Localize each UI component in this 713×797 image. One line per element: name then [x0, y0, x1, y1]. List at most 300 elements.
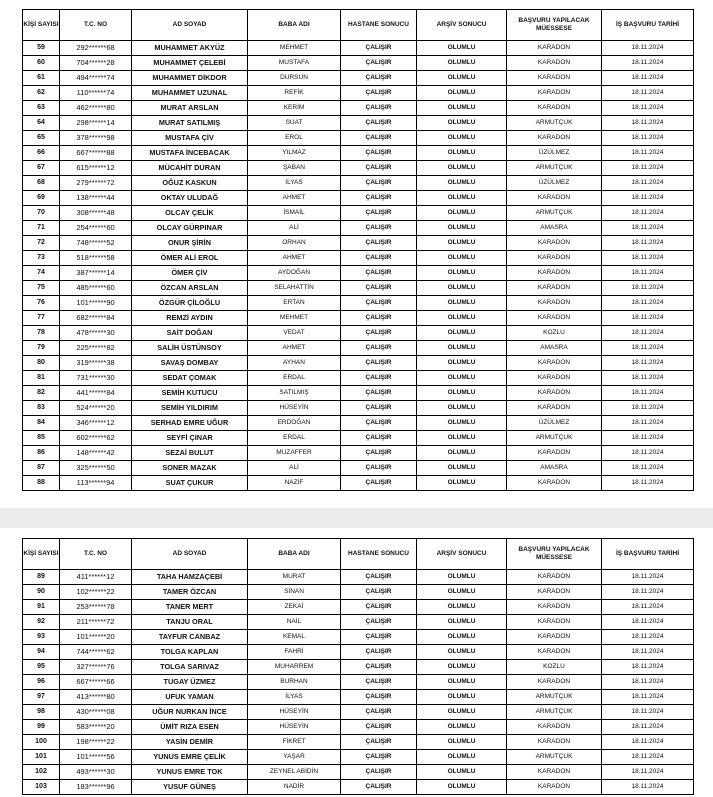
table-row: [23, 630, 694, 645]
cell-father-name: ORHAN: [248, 236, 341, 251]
table-row: [23, 476, 694, 491]
cell-tc-no: 225******82: [60, 341, 132, 356]
cell-archive-result: OLUMLU: [417, 161, 507, 176]
cell-father-name: MURAT: [248, 570, 341, 585]
cell-archive-result: OLUMLU: [417, 176, 507, 191]
cell-person-count: 67: [23, 161, 60, 176]
cell-tc-no: 253******78: [60, 600, 132, 615]
cell-person-count: 89: [23, 570, 60, 585]
table-row: [23, 461, 694, 476]
cell-full-name: SEMİH KUTUCU: [132, 386, 248, 401]
cell-tc-no: 113******94: [60, 476, 132, 491]
cell-father-name: KEMAL: [248, 630, 341, 645]
cell-full-name: OĞUZ KASKUN: [132, 176, 248, 191]
cell-hospital-result: ÇALIŞIR: [341, 690, 417, 705]
cell-application-date: 18.11.2024: [602, 690, 694, 705]
cell-archive-result: OLUMLU: [417, 236, 507, 251]
cell-archive-result: OLUMLU: [417, 71, 507, 86]
cell-father-name: SUAT: [248, 116, 341, 131]
cell-full-name: SEYFİ ÇINAR: [132, 431, 248, 446]
table-row: [23, 251, 694, 266]
cell-application-date: 18.11.2024: [602, 236, 694, 251]
cell-full-name: MUHAMMET UZUNAL: [132, 86, 248, 101]
cell-archive-result: OLUMLU: [417, 191, 507, 206]
cell-institution: KOZLU: [507, 326, 602, 341]
cell-father-name: İLYAS: [248, 690, 341, 705]
cell-person-count: 98: [23, 705, 60, 720]
cell-father-name: NAZİF: [248, 476, 341, 491]
cell-tc-no: 602******62: [60, 431, 132, 446]
table-body: [23, 570, 694, 795]
cell-application-date: 18.11.2024: [602, 416, 694, 431]
cell-person-count: 70: [23, 206, 60, 221]
cell-person-count: 83: [23, 401, 60, 416]
cell-full-name: SEMİH YILDIRIM: [132, 401, 248, 416]
cell-archive-result: OLUMLU: [417, 326, 507, 341]
table-row: [23, 71, 694, 86]
cell-application-date: 18.11.2024: [602, 705, 694, 720]
cell-father-name: MEHMET: [248, 41, 341, 56]
cell-hospital-result: ÇALIŞIR: [341, 645, 417, 660]
table-row: [23, 416, 694, 431]
cell-tc-no: 183******96: [60, 780, 132, 795]
cell-hospital-result: ÇALIŞIR: [341, 146, 417, 161]
cell-archive-result: OLUMLU: [417, 750, 507, 765]
cell-tc-no: 493******30: [60, 765, 132, 780]
cell-application-date: 18.11.2024: [602, 71, 694, 86]
cell-full-name: MÜCAHİT DURAN: [132, 161, 248, 176]
cell-tc-no: 462******80: [60, 101, 132, 116]
header-father-name: BABA ADI: [248, 10, 341, 41]
cell-full-name: ONUR ŞİRİN: [132, 236, 248, 251]
cell-person-count: 100: [23, 735, 60, 750]
cell-application-date: 18.11.2024: [602, 675, 694, 690]
cell-full-name: ÖZGÜR ÇİLOĞLU: [132, 296, 248, 311]
header-person-count: KİŞİ SAYISI: [23, 10, 60, 41]
cell-application-date: 18.11.2024: [602, 251, 694, 266]
cell-father-name: ALİ: [248, 221, 341, 236]
cell-person-count: 84: [23, 416, 60, 431]
cell-full-name: TAYFUR CANBAZ: [132, 630, 248, 645]
cell-institution: KARADON: [507, 645, 602, 660]
header-hospital-result: HASTANE SONUCU: [341, 10, 417, 41]
header-hospital-result: HASTANE SONUCU: [341, 539, 417, 570]
cell-application-date: 18.11.2024: [602, 401, 694, 416]
cell-tc-no: 378******98: [60, 131, 132, 146]
cell-tc-no: 583******20: [60, 720, 132, 735]
header-person-count: KİŞİ SAYISI: [23, 539, 60, 570]
table-row: [23, 176, 694, 191]
cell-institution: ÜZÜLMEZ: [507, 146, 602, 161]
cell-archive-result: OLUMLU: [417, 41, 507, 56]
cell-person-count: 88: [23, 476, 60, 491]
cell-hospital-result: ÇALIŞIR: [341, 735, 417, 750]
cell-archive-result: OLUMLU: [417, 630, 507, 645]
cell-institution: KOZLU: [507, 660, 602, 675]
cell-father-name: YILMAZ: [248, 146, 341, 161]
cell-father-name: ŞABAN: [248, 161, 341, 176]
cell-archive-result: OLUMLU: [417, 221, 507, 236]
cell-application-date: 18.11.2024: [602, 570, 694, 585]
table-row: [23, 191, 694, 206]
cell-person-count: 71: [23, 221, 60, 236]
cell-institution: KARADON: [507, 401, 602, 416]
cell-institution: KARADON: [507, 735, 602, 750]
cell-archive-result: OLUMLU: [417, 146, 507, 161]
cell-person-count: 65: [23, 131, 60, 146]
cell-tc-no: 325******50: [60, 461, 132, 476]
cell-archive-result: OLUMLU: [417, 401, 507, 416]
table-row: [23, 206, 694, 221]
applicant-table-page-1: [22, 9, 694, 491]
cell-hospital-result: ÇALIŞIR: [341, 71, 417, 86]
cell-archive-result: OLUMLU: [417, 371, 507, 386]
cell-archive-result: OLUMLU: [417, 206, 507, 221]
cell-full-name: UĞUR NURKAN İNCE: [132, 705, 248, 720]
cell-person-count: 74: [23, 266, 60, 281]
header-institution: BAŞVURU YAPILACAK MÜESSESE: [507, 539, 602, 570]
cell-father-name: FİKRET: [248, 735, 341, 750]
cell-hospital-result: ÇALIŞIR: [341, 326, 417, 341]
table-row: [23, 585, 694, 600]
cell-archive-result: OLUMLU: [417, 690, 507, 705]
cell-father-name: İSMAİL: [248, 206, 341, 221]
cell-application-date: 18.11.2024: [602, 585, 694, 600]
cell-archive-result: OLUMLU: [417, 311, 507, 326]
cell-full-name: TANJU ORAL: [132, 615, 248, 630]
cell-institution: KARADON: [507, 296, 602, 311]
cell-institution: ARMUTÇUK: [507, 431, 602, 446]
cell-full-name: YUNUS EMRE TOK: [132, 765, 248, 780]
cell-hospital-result: ÇALIŞIR: [341, 720, 417, 735]
cell-archive-result: OLUMLU: [417, 296, 507, 311]
table-row: [23, 236, 694, 251]
cell-hospital-result: ÇALIŞIR: [341, 615, 417, 630]
cell-father-name: VEDAT: [248, 326, 341, 341]
cell-institution: ARMUTÇUK: [507, 705, 602, 720]
cell-application-date: 18.11.2024: [602, 431, 694, 446]
cell-hospital-result: ÇALIŞIR: [341, 281, 417, 296]
cell-archive-result: OLUMLU: [417, 386, 507, 401]
cell-hospital-result: ÇALIŞIR: [341, 705, 417, 720]
table-row: [23, 750, 694, 765]
cell-application-date: 18.11.2024: [602, 176, 694, 191]
cell-tc-no: 254******60: [60, 221, 132, 236]
cell-application-date: 18.11.2024: [602, 101, 694, 116]
cell-person-count: 66: [23, 146, 60, 161]
cell-hospital-result: ÇALIŞIR: [341, 221, 417, 236]
cell-father-name: MUSTAFA: [248, 56, 341, 71]
cell-person-count: 72: [23, 236, 60, 251]
cell-archive-result: OLUMLU: [417, 720, 507, 735]
table-row: [23, 41, 694, 56]
cell-tc-no: 731******30: [60, 371, 132, 386]
cell-father-name: ZEKAİ: [248, 600, 341, 615]
header-institution: BAŞVURU YAPILACAK MÜESSESE: [507, 10, 602, 41]
cell-archive-result: OLUMLU: [417, 281, 507, 296]
cell-person-count: 90: [23, 585, 60, 600]
cell-hospital-result: ÇALIŞIR: [341, 660, 417, 675]
cell-hospital-result: ÇALIŞIR: [341, 296, 417, 311]
cell-person-count: 87: [23, 461, 60, 476]
cell-hospital-result: ÇALIŞIR: [341, 780, 417, 795]
cell-application-date: 18.11.2024: [602, 131, 694, 146]
cell-father-name: ZEYNEL ABİDİN: [248, 765, 341, 780]
cell-father-name: AYHAN: [248, 356, 341, 371]
cell-tc-no: 298******14: [60, 116, 132, 131]
cell-institution: ARMUTÇUK: [507, 690, 602, 705]
cell-tc-no: 667******66: [60, 675, 132, 690]
cell-archive-result: OLUMLU: [417, 131, 507, 146]
cell-father-name: AYDOĞAN: [248, 266, 341, 281]
cell-hospital-result: ÇALIŞIR: [341, 101, 417, 116]
cell-father-name: YAŞAR: [248, 750, 341, 765]
cell-father-name: HÜSEYİN: [248, 401, 341, 416]
table-row: [23, 705, 694, 720]
cell-application-date: 18.11.2024: [602, 356, 694, 371]
table-row: [23, 386, 694, 401]
cell-full-name: TAHA HAMZAÇEBİ: [132, 570, 248, 585]
cell-tc-no: 478******30: [60, 326, 132, 341]
cell-full-name: OLCAY ÇELİK: [132, 206, 248, 221]
cell-person-count: 101: [23, 750, 60, 765]
cell-institution: KARADON: [507, 356, 602, 371]
cell-full-name: MURAT ARSLAN: [132, 101, 248, 116]
table-row: [23, 765, 694, 780]
cell-hospital-result: ÇALIŞIR: [341, 461, 417, 476]
cell-application-date: 18.11.2024: [602, 266, 694, 281]
cell-institution: KARADON: [507, 236, 602, 251]
cell-person-count: 97: [23, 690, 60, 705]
table-row: [23, 131, 694, 146]
cell-father-name: AHMET: [248, 251, 341, 266]
cell-hospital-result: ÇALIŞIR: [341, 131, 417, 146]
table-row: [23, 615, 694, 630]
cell-father-name: ERDOĞAN: [248, 416, 341, 431]
cell-hospital-result: ÇALIŞIR: [341, 356, 417, 371]
cell-archive-result: OLUMLU: [417, 416, 507, 431]
cell-father-name: ERTAN: [248, 296, 341, 311]
cell-full-name: YASİN DEMİR: [132, 735, 248, 750]
cell-application-date: 18.11.2024: [602, 296, 694, 311]
cell-application-date: 18.11.2024: [602, 780, 694, 795]
cell-father-name: ALİ: [248, 461, 341, 476]
cell-person-count: 86: [23, 446, 60, 461]
cell-application-date: 18.11.2024: [602, 735, 694, 750]
cell-application-date: 18.11.2024: [602, 600, 694, 615]
cell-institution: KARADON: [507, 71, 602, 86]
cell-tc-no: 524******20: [60, 401, 132, 416]
cell-full-name: ÖMER ALİ EROL: [132, 251, 248, 266]
cell-hospital-result: ÇALIŞIR: [341, 41, 417, 56]
table-row: [23, 101, 694, 116]
cell-institution: ÜZÜLMEZ: [507, 176, 602, 191]
cell-institution: KARADON: [507, 765, 602, 780]
table-header-row: [23, 539, 694, 570]
cell-archive-result: OLUMLU: [417, 251, 507, 266]
cell-person-count: 62: [23, 86, 60, 101]
cell-person-count: 95: [23, 660, 60, 675]
cell-application-date: 18.11.2024: [602, 660, 694, 675]
cell-institution: KARADON: [507, 630, 602, 645]
cell-father-name: NADİR: [248, 780, 341, 795]
cell-application-date: 18.11.2024: [602, 615, 694, 630]
cell-application-date: 18.11.2024: [602, 116, 694, 131]
header-application-date: İŞ BAŞVURU TARİHİ: [602, 10, 694, 41]
cell-person-count: 80: [23, 356, 60, 371]
cell-tc-no: 441******84: [60, 386, 132, 401]
cell-father-name: İLYAS: [248, 176, 341, 191]
cell-person-count: 103: [23, 780, 60, 795]
table-row: [23, 116, 694, 131]
cell-person-count: 60: [23, 56, 60, 71]
cell-hospital-result: ÇALIŞIR: [341, 236, 417, 251]
cell-full-name: OKTAY ULUDAĞ: [132, 191, 248, 206]
cell-hospital-result: ÇALIŞIR: [341, 161, 417, 176]
table-row: [23, 431, 694, 446]
cell-person-count: 94: [23, 645, 60, 660]
cell-archive-result: OLUMLU: [417, 645, 507, 660]
cell-archive-result: OLUMLU: [417, 765, 507, 780]
cell-institution: KARADON: [507, 386, 602, 401]
cell-application-date: 18.11.2024: [602, 750, 694, 765]
cell-tc-no: 138******44: [60, 191, 132, 206]
cell-hospital-result: ÇALIŞIR: [341, 431, 417, 446]
cell-full-name: SEZAİ BULUT: [132, 446, 248, 461]
cell-tc-no: 387******14: [60, 266, 132, 281]
cell-father-name: MEHMET: [248, 311, 341, 326]
table-row: [23, 675, 694, 690]
cell-tc-no: 518******58: [60, 251, 132, 266]
cell-archive-result: OLUMLU: [417, 86, 507, 101]
cell-full-name: REMZİ AYDIN: [132, 311, 248, 326]
cell-full-name: ÖZCAN ARSLAN: [132, 281, 248, 296]
cell-tc-no: 327******76: [60, 660, 132, 675]
table-row: [23, 341, 694, 356]
cell-institution: KARADON: [507, 675, 602, 690]
header-full-name: AD SOYAD: [132, 10, 248, 41]
document-page-2: [0, 528, 713, 797]
cell-archive-result: OLUMLU: [417, 570, 507, 585]
cell-application-date: 18.11.2024: [602, 146, 694, 161]
cell-archive-result: OLUMLU: [417, 735, 507, 750]
table-row: [23, 720, 694, 735]
cell-tc-no: 308******48: [60, 206, 132, 221]
applicant-table-page-2: [22, 538, 694, 795]
cell-application-date: 18.11.2024: [602, 41, 694, 56]
cell-full-name: MUHAMMET ÇELEBİ: [132, 56, 248, 71]
cell-tc-no: 413******80: [60, 690, 132, 705]
cell-application-date: 18.11.2024: [602, 161, 694, 176]
cell-institution: ARMUTÇUK: [507, 161, 602, 176]
cell-hospital-result: ÇALIŞIR: [341, 311, 417, 326]
cell-application-date: 18.11.2024: [602, 720, 694, 735]
cell-full-name: SEDAT ÇOMAK: [132, 371, 248, 386]
cell-institution: AMASRA: [507, 461, 602, 476]
cell-hospital-result: ÇALIŞIR: [341, 251, 417, 266]
table-header-row: [23, 10, 694, 41]
cell-institution: KARADON: [507, 780, 602, 795]
cell-father-name: MUZAFFER: [248, 446, 341, 461]
cell-tc-no: 198******22: [60, 735, 132, 750]
cell-tc-no: 667******88: [60, 146, 132, 161]
cell-institution: KARADON: [507, 720, 602, 735]
cell-hospital-result: ÇALIŞIR: [341, 86, 417, 101]
cell-institution: KARADON: [507, 191, 602, 206]
cell-person-count: 91: [23, 600, 60, 615]
cell-father-name: HÜSEYİN: [248, 720, 341, 735]
cell-full-name: SAVAŞ DOMBAY: [132, 356, 248, 371]
cell-application-date: 18.11.2024: [602, 56, 694, 71]
table-row: [23, 221, 694, 236]
cell-hospital-result: ÇALIŞIR: [341, 206, 417, 221]
cell-tc-no: 279******72: [60, 176, 132, 191]
table-row: [23, 660, 694, 675]
header-tc-no: T.C. NO: [60, 539, 132, 570]
cell-full-name: TANER MERT: [132, 600, 248, 615]
cell-institution: KARADON: [507, 446, 602, 461]
cell-person-count: 78: [23, 326, 60, 341]
header-archive-result: ARŞİV SONUCU: [417, 10, 507, 41]
cell-father-name: ERDAL: [248, 431, 341, 446]
cell-institution: KARADON: [507, 570, 602, 585]
table-row: [23, 690, 694, 705]
cell-hospital-result: ÇALIŞIR: [341, 416, 417, 431]
cell-father-name: DURSUN: [248, 71, 341, 86]
cell-hospital-result: ÇALIŞIR: [341, 371, 417, 386]
cell-full-name: MUHAMMET AKYÜZ: [132, 41, 248, 56]
cell-application-date: 18.11.2024: [602, 765, 694, 780]
cell-application-date: 18.11.2024: [602, 630, 694, 645]
header-archive-result: ARŞİV SONUCU: [417, 539, 507, 570]
table-row: [23, 266, 694, 281]
cell-application-date: 18.11.2024: [602, 326, 694, 341]
table-row: [23, 645, 694, 660]
cell-hospital-result: ÇALIŞIR: [341, 630, 417, 645]
cell-institution: KARADON: [507, 101, 602, 116]
cell-application-date: 18.11.2024: [602, 645, 694, 660]
cell-archive-result: OLUMLU: [417, 431, 507, 446]
cell-archive-result: OLUMLU: [417, 600, 507, 615]
cell-application-date: 18.11.2024: [602, 311, 694, 326]
cell-archive-result: OLUMLU: [417, 675, 507, 690]
cell-hospital-result: ÇALIŞIR: [341, 341, 417, 356]
cell-person-count: 75: [23, 281, 60, 296]
table-row: [23, 326, 694, 341]
cell-institution: KARADON: [507, 585, 602, 600]
cell-person-count: 81: [23, 371, 60, 386]
cell-father-name: REFİK: [248, 86, 341, 101]
header-full-name: AD SOYAD: [132, 539, 248, 570]
cell-archive-result: OLUMLU: [417, 615, 507, 630]
cell-person-count: 76: [23, 296, 60, 311]
table-row: [23, 296, 694, 311]
cell-tc-no: 748******52: [60, 236, 132, 251]
cell-hospital-result: ÇALIŞIR: [341, 585, 417, 600]
cell-institution: ARMUTÇUK: [507, 116, 602, 131]
cell-father-name: AHMET: [248, 191, 341, 206]
cell-tc-no: 211******72: [60, 615, 132, 630]
header-tc-no: T.C. NO: [60, 10, 132, 41]
cell-person-count: 63: [23, 101, 60, 116]
cell-hospital-result: ÇALIŞIR: [341, 600, 417, 615]
cell-full-name: OLCAY GÜRPINAR: [132, 221, 248, 236]
cell-person-count: 79: [23, 341, 60, 356]
cell-person-count: 93: [23, 630, 60, 645]
cell-person-count: 64: [23, 116, 60, 131]
cell-person-count: 92: [23, 615, 60, 630]
cell-full-name: TAMER ÖZCAN: [132, 585, 248, 600]
